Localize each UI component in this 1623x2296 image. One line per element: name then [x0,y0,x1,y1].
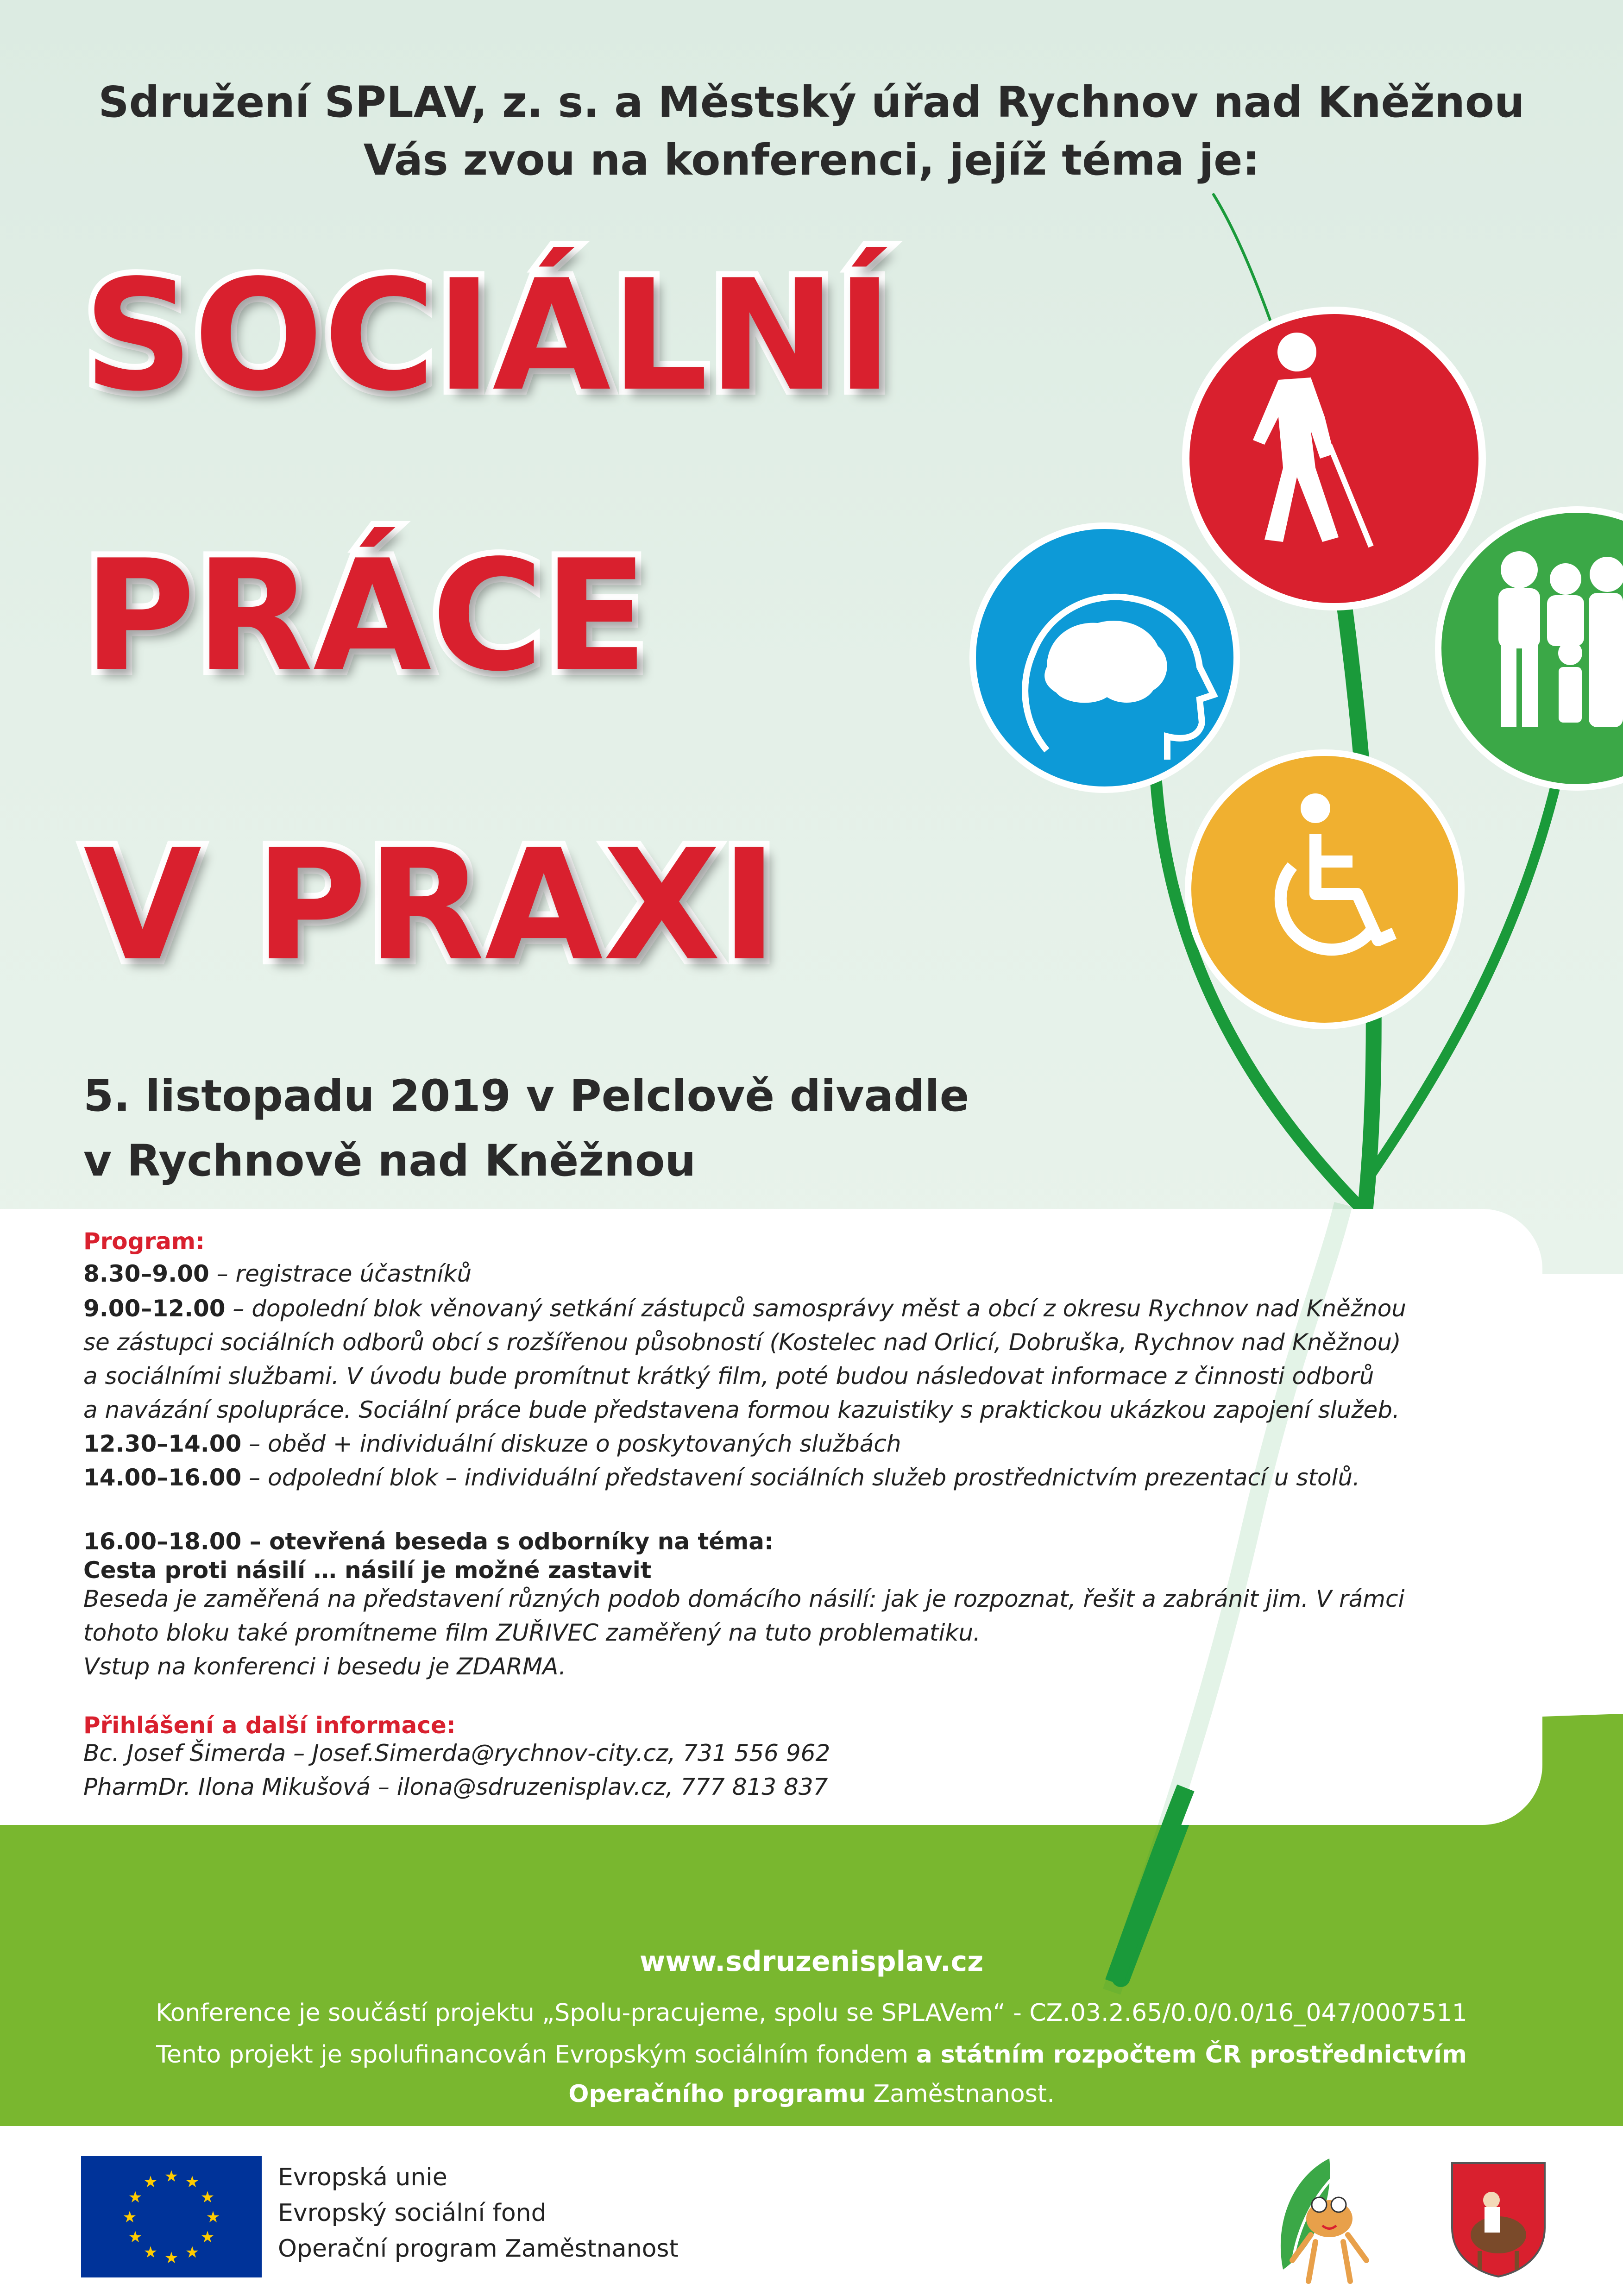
program-item [83,1331,1401,1354]
splav-frog-logo-icon [1264,2149,1385,2288]
program-desc: – oběd + individuální diskuze o poskytovaných službách [241,1430,901,1457]
debate-line: Beseda je zaměřená na představení různých podob domácího násilí: jak je rozpoznat, řešit a zabránit jim. V rámci [83,1585,1405,1612]
program-item [83,1398,1400,1422]
program-desc: – registrace účastníků [209,1260,472,1287]
contact-line: Bc. Josef Šimerda – Josef.Simerda@rychnov-city.cz, 731 556 962 [83,1740,830,1767]
program-item [83,1466,1360,1489]
svg-text:★: ★ [143,2173,158,2191]
venue-line-1: 5. listopadu 2019 v Pelclově divadle [83,1071,969,1121]
program-item [83,1262,472,1285]
svg-text:★: ★ [185,2173,200,2191]
program-item [83,1432,901,1455]
project-line: Konference je součástí projektu „Spolu-pracujeme, spolu se SPLAVem“ - CZ.03.2.65/0.0/0.0/16_047/0007511 [156,1999,1467,2027]
funding-text: Zaměstnanost. [865,2080,1055,2108]
title-line-2: PRÁCE [83,527,648,705]
funding-text: Tento projekt je spolufinancován Evropským sociálním fondem [156,2041,916,2069]
svg-text:★: ★ [128,2228,143,2246]
svg-text:★: ★ [206,2208,220,2227]
program-time: 14.00–16.00 [83,1464,242,1491]
program-heading: Program: [83,1228,205,1255]
contact-line: PharmDr. Ilona Mikušová – ilona@sdruzenisplav.cz, 777 813 837 [83,1774,828,1800]
debate-line: Vstup na konferenci i besedu je ZDARMA. [83,1653,566,1680]
funding-line-1 [0,2043,1623,2067]
svg-text:★: ★ [164,2167,179,2186]
debate-subtitle: Cesta proti násilí … násilí je možné zastavit [83,1557,652,1584]
eu-flag-icon [81,2156,262,2277]
op-label: Operační program Zaměstnanost [278,2235,679,2263]
eu-stars [81,2156,262,2277]
title-line-3: V PRAXI [83,817,778,994]
invite-line-1: Sdružení SPLAV, z. s. a Městský úřad Rychnov nad Kněžnou [98,77,1525,127]
debate-line: tohoto bloku také promítneme film ZUŘIVEC zaměřený na tuto problematiku. [83,1619,981,1646]
svg-text:★: ★ [200,2188,215,2207]
program-item [83,1297,1406,1320]
program-time: 9.00–12.00 [83,1295,226,1322]
program-desc: – odpolední blok – individuální představení sociálních služeb prostřednictvím prezentací u stolů. [241,1464,1360,1491]
svg-text:★: ★ [185,2243,200,2262]
esf-label: Evropský sociální fond [278,2199,547,2227]
program-time: 8.30–9.00 [83,1260,209,1287]
program-item [83,1365,1374,1388]
svg-text:★: ★ [143,2243,158,2262]
eu-label: Evropská unie [278,2164,447,2191]
program-desc: a sociálními službami. V úvodu bude promítnut krátký film, poté budou následovat informace z činnosti odborů [83,1363,1374,1390]
program-desc: a navázání spolupráce. Sociální práce bude představena formou kazuistiky s praktickou ukázkou zapojení služeb. [83,1396,1400,1423]
svg-text:★: ★ [122,2208,137,2227]
debate-title: 16.00–18.00 – otevřená beseda s odborníky na téma: [83,1528,774,1555]
website-link[interactable]: www.sdruzenisplav.cz [639,1945,984,1978]
program-time: 12.30–14.00 [83,1430,242,1457]
venue-line-2: v Rychnově nad Kněžnou [83,1136,696,1186]
program-desc: – dopolední blok věnovaný setkání zástupců samosprávy měst a obcí z okresu Rychnov nad Kněžnou [225,1295,1406,1322]
svg-text:★: ★ [164,2249,179,2267]
rychnov-coat-of-arms-icon [1447,2158,1549,2279]
svg-text:★: ★ [200,2228,215,2246]
svg-text:★: ★ [128,2188,143,2207]
funding-line-2 [0,2082,1623,2106]
contact-heading: Přihlášení a další informace: [83,1712,456,1739]
funding-text-bold: Operačního programu [568,2080,866,2108]
program-desc: se zástupci sociálních odborů obcí s rozšířenou působností (Kostelec nad Orlicí, Dobruška, Rychnov nad Kněžnou) [83,1329,1401,1356]
funding-text-bold: a státním rozpočtem ČR prostřednictvím [916,2041,1467,2069]
invite-line-2: Vás zvou na konferenci, jejíž téma je: [363,135,1260,185]
title-line-1: SOCIÁLNÍ [83,247,893,425]
